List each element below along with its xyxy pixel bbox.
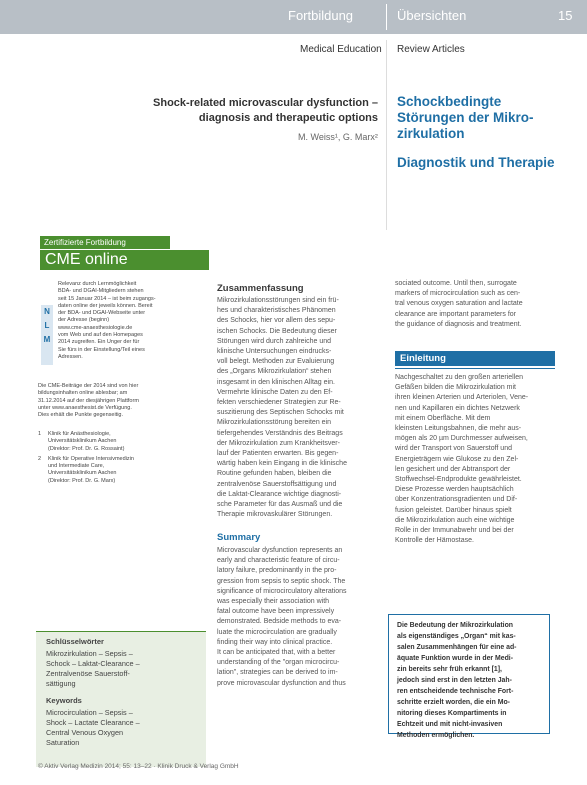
text-line: Energieträgern wie Glukose zu den Zel- [395,455,519,463]
text-line: markers of microcirculation such as cen- [395,290,521,298]
cme-info-line: vom Web und auf den Homepages [58,332,143,339]
text-line: the guidance of diagnosis and treatment. [395,320,522,328]
text-line: tral venous oxygen saturation and lactate [395,300,523,308]
text-line: fekten verschiedener Strategien zur Re- [217,399,341,407]
text-line: significance of microcirculatory alterations [217,587,347,595]
text-line: gression from sepsis to septic shock. The [217,577,346,585]
affiliation-line: (Direktor: Prof. Dr. G. Rossaint) [48,445,125,452]
text-line: kleinsten Leitungsbahnen, die mehr aus- [395,425,522,433]
text-line: des „Organs Mikrozirkulation“ stehen [217,368,332,376]
text-line: der Mikrozirkulation zum Krankheitsver- [217,439,340,447]
text-line: was especially their association with [217,598,330,606]
cme-note-line: bildungsinhalten online ablesbar; am [38,390,128,397]
keywords-de [46,649,140,689]
nlm-letter: N [44,307,50,316]
cme-info-line: der Adresse (beginn) [58,317,110,324]
keyword-line: Shock – Lactate Clearance – [46,718,140,727]
section-right: Übersichten [397,8,467,23]
keywords-heading-de: Schlüsselwörter [46,637,104,646]
text-line: suszitierung des Septischen Schocks mit [217,409,344,417]
text-line: understanding of the "organ microcircu- [217,659,340,667]
affiliation-line: Universitätsklinikum Aachen [48,470,117,477]
text-line: latory failure, predominantly in the pro- [217,567,337,575]
text-line: Microvascular dysfunction represents an [217,547,343,554]
text-line: Störungen wird durch zahlreiche und [217,337,332,345]
english-title-line: Shock-related microvascular dysfunction – [153,97,378,109]
text-line: Diese Prozesse werden hauptsächlich [395,486,514,494]
keywords-en [46,708,140,748]
text-line: insgesamt in den klinischen Alltag ein. [217,378,335,386]
einleitung-heading: Einleitung [395,351,555,366]
text-line: sociated outcome. Until then, surrogate [395,280,517,287]
affiliation [38,431,208,453]
cme-note-line: unter www.anaesthesist.de Verfügung. [38,404,132,411]
callout-line: jedoch sind erst in den letzten Jah- [397,677,512,684]
german-title-line: zirkulation [397,126,465,141]
affiliation-line: Universitätsklinikum Aachen [48,438,117,445]
text-line: Mikrozirkulationsstörungen sind ein frü- [217,297,339,304]
text-line: Therapie mikrovaskulärer Störungen. [217,511,333,519]
keyword-line: Microcirculation – Sepsis – [46,708,133,717]
text-line: voll belegt. Methoden zur Evaluierung [217,358,335,366]
text-line: clearance are important parameters for [395,310,516,318]
text-line: It can be anticipated that, with a better [217,649,336,657]
text-line: zentralvenöse Sauerstoffsättigung und [217,480,337,488]
callout-line: Methoden ermöglichen. [397,732,475,739]
cme-info-line: Relevanz durch Lernmöglichkeit [58,281,137,287]
einleitung-rule [395,368,555,369]
nlm-letter: L [44,321,50,330]
text-line: demonstrated. Bedside methods to eva- [217,618,342,626]
text-line: die Laktat-Clearance wichtige diagnosti- [217,490,342,498]
cme-info-line: Sie fürs in der Einstellung/Teil eines [58,346,145,353]
keyword-box [36,632,206,767]
zusammenfassung-text [217,296,377,520]
keyword-line: Saturation [46,738,80,747]
callout-line: als eigenständiges „Organ“ mit kas- [397,633,516,640]
callout-line: ren entscheidende technische Fort- [397,688,514,695]
text-line: sche Parameter für das Ausmaß und die [217,501,343,509]
callout-line: Die Bedeutung der Mikrozirkulation [397,622,514,629]
summary-text [217,546,377,689]
text-line: finding their way into clinical practice. [217,638,333,646]
cme-heading: CME online [40,250,209,270]
text-line: die Mikrozirkulation auch eine wichtige [395,516,515,524]
subheader-right: Review Articles [397,44,465,55]
text-line: Routine gefunden haben, bleiben die [217,470,332,478]
text-line: Kontrolle der Hämostase. [395,537,474,545]
footer: © Aktiv Verlag Medizin 2014; 55: 13–22 · Klinik Druck & Verlag GmbH [38,763,239,770]
callout-line: schritte erzielt worden, die ein Mo- [397,699,510,706]
title-divider [386,40,387,230]
cme-info-line: 2014 zugreifen. Ein Unger der für [58,339,140,346]
keyword-line: Mikrozirkulation – Sepsis – [46,649,133,658]
cme-info-line: Adressen. [58,353,83,360]
text-line: prove microvascular dysfunction and thus [217,679,346,687]
text-line: fatal outcome have been impressively [217,608,335,616]
keywords-heading-en: Keywords [46,696,82,705]
subheader-left: Medical Education [300,44,382,55]
zusammenfassung-heading: Zusammenfassung [217,283,304,294]
text-line: Stoffwechsel-Endprodukte gewährleistet. [395,476,522,484]
cme-info [58,281,208,361]
text-line: mögen als 20 µm Durchmesser aufweisen, [395,435,528,443]
keyword-line: Zentralvenöse Sauerstoff- [46,669,130,678]
cme-note-line: 31.12.2014 auf der diesjährigen Plattform [38,397,139,404]
section-left: Fortbildung [288,8,354,23]
callout-box [388,614,550,739]
text-line: Nachgeschaltet zu den großen arteriellen [395,374,524,381]
text-line: fusion geleistet. Darüber hinaus spielt [395,506,512,514]
cme-info-line: www.cme-anaesthesiologie.de [58,324,133,331]
affiliation-number: 2 [38,455,42,462]
text-line: tiefergehendes Verständnis des Beitrags [217,429,343,437]
nlm-letter: M [43,335,51,344]
authors: M. Weiss¹, G. Marx² [298,132,378,142]
page-number: 15 [558,8,573,23]
german-title [397,94,534,142]
german-title-line: Störungen der Mikro- [397,110,534,125]
cme-tag: Zertifizierte Fortbildung [40,236,170,249]
callout-line: salen Zusammenhängen für eine ad- [397,644,517,651]
german-subtitle: Diagnostik und Therapie [397,155,555,170]
text-line: ihren kleinen Arterien und Arteriolen, Vene- [395,394,529,402]
summary-heading: Summary [217,532,261,543]
header-divider [386,4,387,30]
affiliation-line: (Direktor: Prof. Dr. G. Marx) [48,477,116,484]
affiliation-line: Klinik für Anästhesiologie, [48,431,111,437]
affiliation-line: und Intermediate Care, [48,463,105,470]
text-line: wärtig haben kein Eingang in die klinische [217,460,347,468]
affiliation-text [48,456,134,485]
text-line: mit einem Oberfläche. Mit dem [395,414,491,422]
text-line: ischen Schocks. Die Bedeutung dieser [217,327,337,335]
callout-line: äquate Funktion wurde in der Medi- [397,655,513,662]
cme-note [38,383,208,419]
summary-continuation [395,279,555,330]
callout-text [397,620,545,741]
text-line: luate the microcirculation are gradually [217,628,337,636]
text-line: wird der Transport von Sauerstoff und [395,445,512,453]
nlm-badge [41,305,53,365]
cme-info-line: der BDA- und DGAI-Webseite unter [58,310,146,317]
callout-line: Echtzeit und mit nicht-invasiven [397,721,503,728]
text-line: Mikrozirkulationsstörung bereiten ein [217,419,331,427]
affiliation-line: Klinik für Operative Intensivmedizin [48,455,134,462]
keyword-line: sättigung [46,679,76,688]
text-line: Vermehrte klinische Daten zu den Ef- [217,388,333,396]
cme-info-line: seit 15 Januar 2014 – ist beim zugangs- [58,295,156,302]
text-line: early and characteristic feature of circu- [217,557,340,565]
affiliation [38,456,208,485]
text-line: lauf der Patienten erwarten. Bis gegen- [217,450,339,458]
affiliations [38,431,208,488]
callout-line: zin bereits sehr früh erkannt [1], [397,666,502,673]
german-title-line: Schockbedingte [397,94,502,109]
text-line: hes und charakteristisches Phänomen [217,307,336,315]
text-line: Rolle in der Immunabwehr und bei der [395,527,514,535]
english-title-line: diagnosis and therapeutic options [198,112,378,124]
text-line: klinische Untersuchungen eindrucks- [217,348,332,356]
english-title [140,96,378,126]
keyword-line: Central Venous Oxygen [46,728,124,737]
header-bar [0,0,587,34]
text-line: des Schocks, hier vor allem des sepu- [217,317,336,325]
text-line: Gefäßen bilden die Mikrozirkulation mit [395,384,516,392]
cme-info-line: BDA- und DGAI-Mitgliedern stehen [58,288,144,295]
cme-info-line: daten online der jeweils können. Bereit [58,302,153,309]
text-line: nen und Kapillaren ein dichtes Netzwerk [395,404,520,412]
text-line: lation", strategies can be derived to im- [217,669,338,677]
cme-note-line: Dies erhält die Punkte gegenseitig. [38,412,123,419]
einleitung-text [395,373,555,546]
keyword-line: Schock – Laktat-Clearance – [46,659,140,668]
callout-line: nitoring dieses Kompartiments in [397,710,507,717]
affiliation-text [48,431,124,453]
cme-note-line: Die CME-Beiträge der 2014 sind von hier [38,383,139,389]
text-line: len gesichert und der Abtransport der [395,465,511,473]
text-line: über Konzentrationsgradienten und Dif- [395,496,518,504]
affiliation-number: 1 [38,431,42,437]
